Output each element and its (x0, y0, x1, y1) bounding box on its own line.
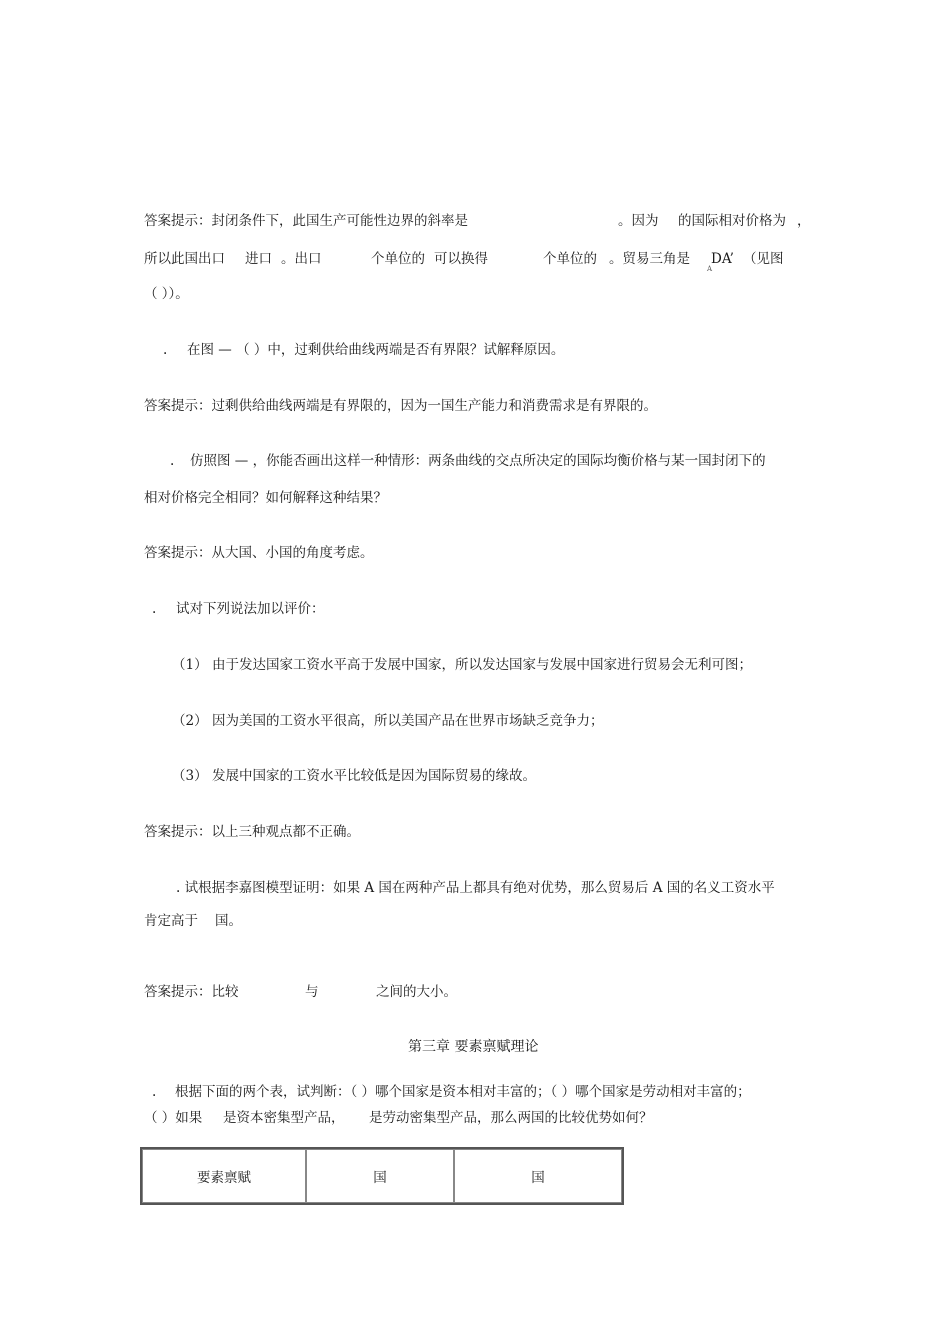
answer-hint-1-seg-c: 的国际相对价格为 (678, 213, 786, 229)
question-4-item-3-text: 发展中国家的工资水平比较低是因为国际贸易的缘故。 (212, 768, 536, 784)
question-4-text: 试对下列说法加以评价： (176, 601, 325, 617)
answer-hint-1-line2-c: 。出口 (281, 251, 322, 267)
question-4-item-2-text: 因为美国的工资水平很高，所以美国产品在世界市场缺乏竞争力； (212, 713, 604, 729)
question-6-line2-a: （ ）如果 (144, 1110, 203, 1126)
answer-hint-5-c: 之间的大小。 (376, 984, 457, 1000)
table-header-country-1: 国 (306, 1149, 454, 1203)
question-5-line2-b: 国。 (215, 913, 242, 929)
answer-hint-1-seg-d: ， (797, 213, 811, 229)
table-header-country-2: 国 (454, 1149, 622, 1203)
question-4-item-1-text: 由于发达国家工资水平高于发展中国家，所以发达国家与发展中国家进行贸易会无利可图； (212, 657, 752, 673)
answer-hint-1-line2-h: DA’ (711, 251, 734, 267)
answer-hint-3: 答案提示：从大国、小国的角度考虑。 (144, 545, 374, 561)
question-5-line1: . 试根据李嘉图模型证明：如果 A 国在两种产品上都具有绝对优势，那么贸易后 A 国的名义工资水平 (176, 880, 775, 896)
question-4-number: . (152, 601, 157, 617)
answer-hint-1-line2-f: 个单位的 (543, 251, 597, 267)
question-6-line1: 根据下面的两个表，试判断：（ ）哪个国家是资本相对丰富的；（ ）哪个国家是劳动相对丰富的； (175, 1084, 751, 1100)
answer-hint-4: 答案提示：以上三种观点都不正确。 (144, 824, 360, 840)
question-4-item-3-num: （3） (172, 768, 208, 784)
answer-hint-2: 答案提示：过剩供给曲线两端是有界限的，因为一国生产能力和消费需求是有界限的。 (144, 398, 657, 414)
answer-hint-1-line2-i: （见图 (743, 251, 784, 267)
answer-hint-1-line3: （ ））。 (144, 286, 189, 302)
question-5-line2-a: 肯定高于 (144, 913, 198, 929)
table-header-row (142, 1149, 622, 1203)
answer-hint-1-line2-e: 可以换得 (434, 251, 488, 267)
question-6-line2-c: 是劳动密集型产品，那么两国的比较优势如何？ (369, 1110, 653, 1126)
answer-hint-1-seg-a: 答案提示：封闭条件下，此国生产可能性边界的斜率是 (144, 213, 468, 229)
table-header-endowment: 要素禀赋 (142, 1149, 306, 1203)
answer-hint-1-line2-b: 进口 (245, 251, 272, 267)
question-2-text: 在图 — （ ）中，过剩供给曲线两端是否有界限？试解释原因。 (187, 342, 565, 358)
answer-hint-1-line1 (144, 212, 468, 230)
question-3-number: . (170, 453, 175, 469)
question-3-line1: 仿照图 — ，你能否画出这样一种情形：两条曲线的交点所决定的国际均衡价格与某一国封闭下的 (190, 453, 766, 469)
question-3-line2: 相对价格完全相同？如何解释这种结果？ (144, 490, 387, 506)
question-6-number: . (152, 1084, 157, 1100)
answer-hint-1-seg-b: 。因为 (618, 213, 659, 229)
answer-hint-1-line2-g: 。贸易三角是 (609, 251, 690, 267)
answer-hint-5-b: 与 (305, 984, 319, 1000)
chapter-title: 第三章 要素禀赋理论 (408, 1039, 539, 1055)
factor-endowment-table (140, 1147, 624, 1205)
question-6-line2-b: 是资本密集型产品， (223, 1110, 345, 1126)
question-4-item-2-num: （2） (172, 713, 208, 729)
answer-hint-1-subscript: A (707, 265, 713, 273)
answer-hint-1-line2-d: 个单位的 (371, 251, 425, 267)
answer-hint-1-line2-a: 所以此国出口 (144, 251, 225, 267)
question-2-number: . (163, 342, 168, 358)
question-4-item-1-num: （1） (172, 657, 208, 673)
answer-hint-5-a: 答案提示：比较 (144, 984, 239, 1000)
